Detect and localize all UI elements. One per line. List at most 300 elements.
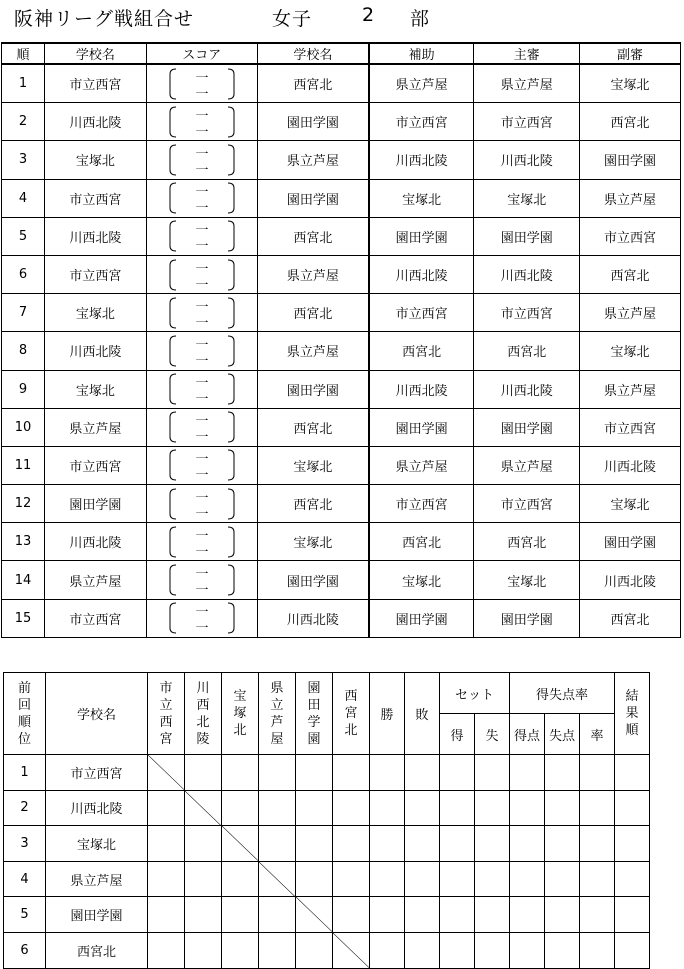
header-school: 学校名 <box>46 673 148 755</box>
diagonal-cell <box>185 790 222 826</box>
school-b: 西宮北 <box>257 485 369 523</box>
sets-won-cell[interactable] <box>440 790 475 826</box>
score-bracket-icon <box>167 334 237 368</box>
match-result-cell[interactable] <box>148 826 185 862</box>
match-result-cell[interactable] <box>148 790 185 826</box>
score[interactable] <box>146 217 257 255</box>
school-name: 西宮北 <box>46 932 148 968</box>
school-b: 園田学園 <box>257 103 369 141</box>
schedule-order: 3 <box>2 141 45 179</box>
table-row <box>2 408 681 446</box>
score-set-mark: 一 <box>195 430 209 445</box>
school-a: 市立西宮 <box>44 179 146 217</box>
assist-school: 県立芦屋 <box>369 446 474 484</box>
school-b: 宝塚北 <box>257 523 369 561</box>
schedule-order: 15 <box>2 599 45 637</box>
diagonal-line <box>185 791 221 826</box>
schedule-order: 9 <box>2 370 45 408</box>
table-row <box>4 897 650 933</box>
score-bracket-icon <box>167 448 237 482</box>
score-set-mark: 一 <box>195 452 209 468</box>
losses-cell[interactable] <box>405 826 440 862</box>
sets-lost-cell[interactable] <box>475 755 510 791</box>
referee-school: 川西北陵 <box>474 370 580 408</box>
header-sets: セット <box>440 673 510 714</box>
score[interactable] <box>146 523 257 561</box>
score-set-mark: 一 <box>195 621 209 636</box>
header-school-b: 学校名 <box>257 43 369 64</box>
schedule-order: 4 <box>2 179 45 217</box>
score-set-mark: 一 <box>195 414 209 430</box>
losses-cell[interactable] <box>405 932 440 968</box>
match-result-cell[interactable] <box>296 932 333 968</box>
schedule-order: 14 <box>2 561 45 599</box>
match-result-cell[interactable] <box>296 755 333 791</box>
schedule-order: 1 <box>2 64 45 103</box>
score-set-mark: 一 <box>195 544 209 559</box>
assist-school: 宝塚北 <box>369 179 474 217</box>
score-set-mark: 一 <box>195 506 209 521</box>
schedule-header-row <box>2 43 681 64</box>
previous-rank: 2 <box>4 790 46 826</box>
score-bracket-icon <box>167 105 237 139</box>
schedule-order: 11 <box>2 446 45 484</box>
referee-school: 西宮北 <box>474 332 580 370</box>
referee-school: 宝塚北 <box>474 179 580 217</box>
score-bracket-icon <box>167 563 237 597</box>
score-set-mark: 一 <box>195 277 209 292</box>
table-row <box>2 255 681 293</box>
table-row <box>2 446 681 484</box>
assist-school: 宝塚北 <box>369 561 474 599</box>
diagonal-line <box>148 755 184 790</box>
losses-cell[interactable] <box>405 897 440 933</box>
school-a: 宝塚北 <box>44 294 146 332</box>
score[interactable] <box>146 599 257 637</box>
points-for-cell[interactable] <box>510 897 545 933</box>
match-result-cell[interactable] <box>333 897 370 933</box>
table-row <box>2 141 681 179</box>
score-set-mark: 一 <box>195 223 209 239</box>
school-a: 川西北陵 <box>44 332 146 370</box>
table-row <box>2 64 681 103</box>
points-against-cell[interactable] <box>545 755 580 791</box>
score-set-mark: 一 <box>195 70 209 86</box>
score-bracket-icon <box>167 525 237 559</box>
result-rank-cell[interactable] <box>615 861 650 897</box>
score-bracket-icon <box>167 410 237 444</box>
match-result-cell[interactable] <box>296 861 333 897</box>
score[interactable] <box>146 561 257 599</box>
referee-school: 宝塚北 <box>474 561 580 599</box>
score-set-mark: 一 <box>195 583 209 598</box>
previous-rank: 6 <box>4 932 46 968</box>
ratio-cell[interactable] <box>580 861 615 897</box>
match-result-cell[interactable] <box>333 826 370 862</box>
referee-school: 園田学園 <box>474 408 580 446</box>
match-result-cell[interactable] <box>259 755 296 791</box>
division-label: 部 <box>410 8 431 30</box>
diagonal-line <box>222 826 258 861</box>
losses-cell[interactable] <box>405 790 440 826</box>
header-opponent: 園 田 学 園 <box>296 673 333 755</box>
score-set-mark: 一 <box>195 353 209 368</box>
score[interactable] <box>146 370 257 408</box>
wins-cell[interactable] <box>370 826 405 862</box>
schedule-order: 8 <box>2 332 45 370</box>
score-bracket-icon <box>167 219 237 253</box>
match-result-cell[interactable] <box>185 755 222 791</box>
sub-referee-school: 宝塚北 <box>580 332 681 370</box>
score[interactable] <box>146 255 257 293</box>
sets-lost-cell[interactable] <box>475 897 510 933</box>
diagonal-line <box>296 897 332 932</box>
diagonal-cell <box>222 826 259 862</box>
header-losses: 敗 <box>405 673 440 755</box>
header-sub-referee: 副審 <box>580 43 681 64</box>
score[interactable] <box>146 485 257 523</box>
school-a: 川西北陵 <box>44 103 146 141</box>
school-b: 園田学園 <box>257 370 369 408</box>
score-set-mark: 一 <box>195 392 209 407</box>
school-a: 県立芦屋 <box>44 408 146 446</box>
points-for-cell[interactable] <box>510 790 545 826</box>
score-set-mark: 一 <box>195 162 209 177</box>
table-row <box>4 826 650 862</box>
previous-rank: 1 <box>4 755 46 791</box>
referee-school: 県立芦屋 <box>474 64 580 103</box>
score-set-mark: 一 <box>195 315 209 330</box>
score-bracket-icon <box>167 487 237 521</box>
assist-school: 西宮北 <box>369 523 474 561</box>
assist-school: 川西北陵 <box>369 255 474 293</box>
sub-referee-school: 市立西宮 <box>580 217 681 255</box>
school-name: 市立西宮 <box>46 755 148 791</box>
schedule-order: 6 <box>2 255 45 293</box>
table-row <box>2 485 681 523</box>
referee-school: 園田学園 <box>474 217 580 255</box>
score[interactable] <box>146 446 257 484</box>
sub-referee-school: 川西北陵 <box>580 446 681 484</box>
table-row <box>2 294 681 332</box>
diagonal-line <box>259 862 295 897</box>
match-result-cell[interactable] <box>259 790 296 826</box>
result-rank-cell[interactable] <box>615 790 650 826</box>
match-result-cell[interactable] <box>185 861 222 897</box>
sets-lost-cell[interactable] <box>475 826 510 862</box>
header-referee: 主審 <box>474 43 580 64</box>
score[interactable] <box>146 408 257 446</box>
school-b: 宝塚北 <box>257 446 369 484</box>
referee-school: 西宮北 <box>474 523 580 561</box>
school-name: 県立芦屋 <box>46 861 148 897</box>
header-sets-won: 得 <box>440 714 475 755</box>
table-row <box>2 179 681 217</box>
score-bracket-icon <box>167 601 237 635</box>
result-rank-cell[interactable] <box>615 897 650 933</box>
score-set-mark: 一 <box>195 337 209 353</box>
points-against-cell[interactable] <box>545 897 580 933</box>
school-name: 川西北陵 <box>46 790 148 826</box>
match-result-cell[interactable] <box>222 932 259 968</box>
school-a: 県立芦屋 <box>44 561 146 599</box>
table-row <box>4 790 650 826</box>
header-sets-lost: 失 <box>475 714 510 755</box>
table-row <box>2 332 681 370</box>
sets-won-cell[interactable] <box>440 932 475 968</box>
sub-referee-school: 市立西宮 <box>580 408 681 446</box>
school-a: 宝塚北 <box>44 141 146 179</box>
header-opponent: 川 西 北 陵 <box>185 673 222 755</box>
sets-lost-cell[interactable] <box>475 790 510 826</box>
points-against-cell[interactable] <box>545 826 580 862</box>
header-opponent: 西 宮 北 <box>333 673 370 755</box>
points-against-cell[interactable] <box>545 861 580 897</box>
sub-referee-school: 西宮北 <box>580 103 681 141</box>
match-result-cell[interactable] <box>148 932 185 968</box>
header-result-rank <box>615 673 650 755</box>
score-set-mark: 一 <box>195 376 209 392</box>
school-a: 宝塚北 <box>44 370 146 408</box>
school-a: 市立西宮 <box>44 599 146 637</box>
match-result-cell[interactable] <box>333 861 370 897</box>
diagonal-cell <box>259 861 296 897</box>
school-a: 川西北陵 <box>44 523 146 561</box>
school-b: 県立芦屋 <box>257 332 369 370</box>
result-rank-cell[interactable] <box>615 932 650 968</box>
schedule-order: 5 <box>2 217 45 255</box>
school-b: 県立芦屋 <box>257 255 369 293</box>
sets-lost-cell[interactable] <box>475 932 510 968</box>
match-result-cell[interactable] <box>185 826 222 862</box>
header-points-against: 失点 <box>545 714 580 755</box>
match-result-cell[interactable] <box>222 861 259 897</box>
schedule-order: 7 <box>2 294 45 332</box>
result-rank-cell[interactable] <box>615 826 650 862</box>
result-rank-label: 結 果 順 <box>625 689 639 738</box>
division-number: 2 <box>362 4 376 26</box>
score-set-mark: 一 <box>195 490 209 506</box>
sets-won-cell[interactable] <box>440 826 475 862</box>
referee-school: 県立芦屋 <box>474 446 580 484</box>
schedule-order: 13 <box>2 523 45 561</box>
score[interactable] <box>146 332 257 370</box>
ratio-cell[interactable] <box>580 826 615 862</box>
sub-referee-school: 宝塚北 <box>580 64 681 103</box>
score-bracket-icon <box>167 258 237 292</box>
points-for-cell[interactable] <box>510 861 545 897</box>
diagonal-line <box>333 933 369 968</box>
header-opponent: 県 立 芦 屋 <box>259 673 296 755</box>
losses-cell[interactable] <box>405 861 440 897</box>
header-opponent: 市 立 西 宮 <box>148 673 185 755</box>
score[interactable] <box>146 64 257 103</box>
wins-cell[interactable] <box>370 755 405 791</box>
match-result-cell[interactable] <box>296 790 333 826</box>
sub-referee-school: 園田学園 <box>580 141 681 179</box>
referee-school: 園田学園 <box>474 599 580 637</box>
score[interactable] <box>146 103 257 141</box>
school-b: 川西北陵 <box>257 599 369 637</box>
match-result-cell[interactable] <box>259 897 296 933</box>
ratio-cell[interactable] <box>580 755 615 791</box>
score-bracket-icon <box>167 181 237 215</box>
score-bracket-icon <box>167 143 237 177</box>
wins-cell[interactable] <box>370 897 405 933</box>
losses-cell[interactable] <box>405 755 440 791</box>
match-result-cell[interactable] <box>185 932 222 968</box>
sets-won-cell[interactable] <box>440 897 475 933</box>
school-name: 園田学園 <box>46 897 148 933</box>
score-set-mark: 一 <box>195 567 209 583</box>
match-result-cell[interactable] <box>333 790 370 826</box>
assist-school: 市立西宮 <box>369 294 474 332</box>
school-name: 宝塚北 <box>46 826 148 862</box>
school-a: 市立西宮 <box>44 64 146 103</box>
sub-referee-school: 西宮北 <box>580 599 681 637</box>
score-set-mark: 一 <box>195 124 209 139</box>
wins-cell[interactable] <box>370 932 405 968</box>
sets-won-cell[interactable] <box>440 861 475 897</box>
assist-school: 園田学園 <box>369 408 474 446</box>
school-b: 園田学園 <box>257 179 369 217</box>
score[interactable] <box>146 179 257 217</box>
score-set-mark: 一 <box>195 299 209 315</box>
match-result-cell[interactable] <box>222 755 259 791</box>
sub-referee-school: 園田学園 <box>580 523 681 561</box>
header-school-a: 学校名 <box>44 43 146 64</box>
score-set-mark: 一 <box>195 185 209 201</box>
header-order: 順 <box>2 43 45 64</box>
score-set-mark: 一 <box>195 146 209 162</box>
result-rank-cell[interactable] <box>615 755 650 791</box>
header-previous-rank <box>4 673 46 755</box>
table-row <box>2 561 681 599</box>
table-row <box>2 599 681 637</box>
match-result-cell[interactable] <box>259 932 296 968</box>
points-for-cell[interactable] <box>510 826 545 862</box>
score-set-mark: 一 <box>195 468 209 483</box>
header-score: スコア <box>146 43 257 64</box>
score-set-mark: 一 <box>195 108 209 124</box>
score-set-mark: 一 <box>195 239 209 254</box>
assist-school: 西宮北 <box>369 332 474 370</box>
score-set-mark: 一 <box>195 528 209 544</box>
score-set-mark: 一 <box>195 86 209 101</box>
school-b: 西宮北 <box>257 408 369 446</box>
table-row <box>4 932 650 968</box>
table-row <box>2 103 681 141</box>
sub-referee-school: 県立芦屋 <box>580 370 681 408</box>
referee-school: 市立西宮 <box>474 103 580 141</box>
header-opponent: 宝 塚 北 <box>222 673 259 755</box>
school-b: 園田学園 <box>257 561 369 599</box>
assist-school: 川西北陵 <box>369 141 474 179</box>
score-set-mark: 一 <box>195 261 209 277</box>
match-result-cell[interactable] <box>222 790 259 826</box>
score-set-mark: 一 <box>195 201 209 216</box>
sub-referee-school: 川西北陵 <box>580 561 681 599</box>
sets-lost-cell[interactable] <box>475 861 510 897</box>
score-bracket-icon <box>167 372 237 406</box>
diagonal-cell <box>148 755 185 791</box>
assist-school: 園田学園 <box>369 599 474 637</box>
score-bracket-icon <box>167 67 237 101</box>
match-result-cell[interactable] <box>296 826 333 862</box>
ratio-cell[interactable] <box>580 897 615 933</box>
sub-referee-school: 県立芦屋 <box>580 294 681 332</box>
table-row <box>2 217 681 255</box>
wins-cell[interactable] <box>370 790 405 826</box>
schedule-order: 12 <box>2 485 45 523</box>
points-for-cell[interactable] <box>510 755 545 791</box>
assist-school: 市立西宮 <box>369 485 474 523</box>
header-point-ratio: 得失点率 <box>510 673 615 714</box>
previous-rank: 4 <box>4 861 46 897</box>
points-against-cell[interactable] <box>545 790 580 826</box>
points-against-cell[interactable] <box>545 932 580 968</box>
ratio-cell[interactable] <box>580 790 615 826</box>
header-wins: 勝 <box>370 673 405 755</box>
referee-school: 市立西宮 <box>474 485 580 523</box>
match-result-cell[interactable] <box>333 755 370 791</box>
sub-referee-school: 西宮北 <box>580 255 681 293</box>
score-set-mark: 一 <box>195 605 209 621</box>
diagonal-cell <box>333 932 370 968</box>
table-row <box>4 861 650 897</box>
school-b: 西宮北 <box>257 217 369 255</box>
assist-school: 園田学園 <box>369 217 474 255</box>
referee-school: 川西北陵 <box>474 255 580 293</box>
score[interactable] <box>146 294 257 332</box>
assist-school: 県立芦屋 <box>369 64 474 103</box>
previous-rank-label: 前 回 順 位 <box>17 680 31 747</box>
diagonal-cell <box>296 897 333 933</box>
match-result-cell[interactable] <box>259 826 296 862</box>
match-result-cell[interactable] <box>148 897 185 933</box>
score-bracket-icon <box>167 296 237 330</box>
schedule-order: 10 <box>2 408 45 446</box>
table-row <box>4 755 650 791</box>
school-b: 県立芦屋 <box>257 141 369 179</box>
wins-cell[interactable] <box>370 861 405 897</box>
table-row <box>2 370 681 408</box>
page-title: 阪神リーグ戦組合せ <box>14 8 195 30</box>
match-result-cell[interactable] <box>148 861 185 897</box>
match-result-cell[interactable] <box>185 897 222 933</box>
ratio-cell[interactable] <box>580 932 615 968</box>
category-label: 女子 <box>272 8 313 30</box>
school-b: 西宮北 <box>257 294 369 332</box>
header-points-for: 得点 <box>510 714 545 755</box>
schedule-order: 2 <box>2 103 45 141</box>
school-a: 市立西宮 <box>44 255 146 293</box>
school-a: 川西北陵 <box>44 217 146 255</box>
header-ratio: 率 <box>580 714 615 755</box>
sets-won-cell[interactable] <box>440 755 475 791</box>
header-assist: 補助 <box>369 43 474 64</box>
points-for-cell[interactable] <box>510 932 545 968</box>
score[interactable] <box>146 141 257 179</box>
previous-rank: 3 <box>4 826 46 862</box>
referee-school: 市立西宮 <box>474 294 580 332</box>
match-result-cell[interactable] <box>222 897 259 933</box>
sub-referee-school: 県立芦屋 <box>580 179 681 217</box>
table-row <box>2 523 681 561</box>
match-schedule-table <box>1 42 681 638</box>
school-a: 園田学園 <box>44 485 146 523</box>
previous-rank: 5 <box>4 897 46 933</box>
